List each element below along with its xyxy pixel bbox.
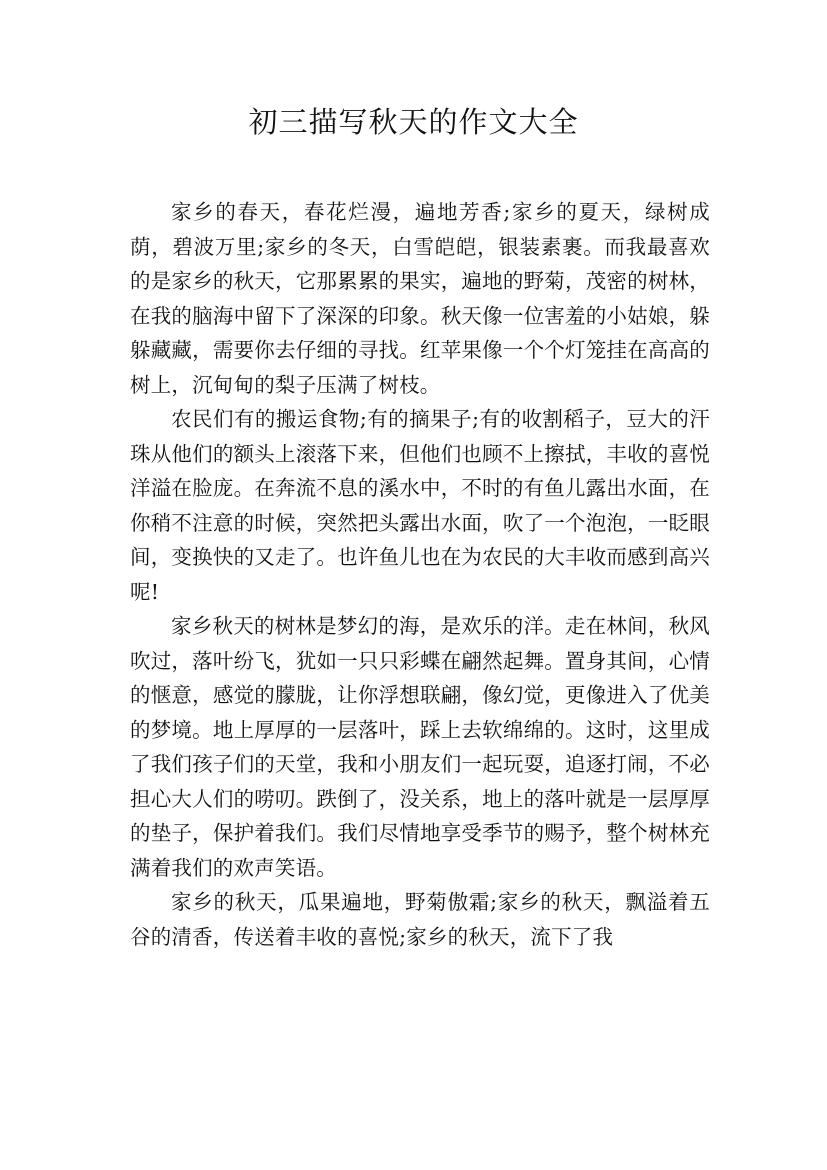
paragraph-3: 家乡秋天的树林是梦幻的海，是欢乐的洋。走在林间，秋风吹过，落叶纷飞，犹如一只只彩蝶在翩然起舞。置身其间，心情的惬意，感觉的朦胧，让你浮想联翩，像幻觉，更像进入了优美的梦境。地上厚厚的一层落叶，踩上去软绵绵的。这时，这里成了我们孩子们的天堂，我和小朋友们一起玩耍，追逐打闹，不必担心大人们的唠叨。跌倒了，没关系，地上的落叶就是一层厚厚的垫子，保护着我们。我们尽情地享受季节的赐予，整个树林充满着我们的欢声笑语。 bbox=[130, 614, 710, 880]
paragraph-4: 家乡的秋天，瓜果遍地，野菊傲霜;家乡的秋天，飘溢着五谷的清香，传送着丰收的喜悦;家乡的秋天，流下了我 bbox=[130, 890, 710, 949]
page-title: 初三描写秋天的作文大全 bbox=[248, 105, 579, 139]
paragraph-1: 家乡的春天，春花烂漫，遍地芳香;家乡的夏天，绿树成荫，碧波万里;家乡的冬天，白雪皑皑，银装素裹。而我最喜欢的是家乡的秋天，它那累累的果实，遍地的野菊，茂密的树林，在我的脑海中留下了深深的印象。秋天像一位害羞的小姑娘，躲躲藏藏，需要你去仔细的寻找。红苹果像一个个灯笼挂在高高的树上，沉甸甸的梨子压满了树枝。 bbox=[130, 200, 710, 397]
paragraph-2: 农民们有的搬运食物;有的摘果子;有的收割稻子，豆大的汗珠从他们的额头上滚落下来，但他们也顾不上擦拭，丰收的喜悦洋溢在脸庞。在奔流不息的溪水中，不时的有鱼儿露出水面，在你稍不注意的时候，突然把头露出水面，吹了一个泡泡，一眨眼间，变换快的又走了。也许鱼儿也在为农民的大丰收而感到高兴呢! bbox=[130, 407, 710, 604]
document-body bbox=[130, 195, 710, 954]
